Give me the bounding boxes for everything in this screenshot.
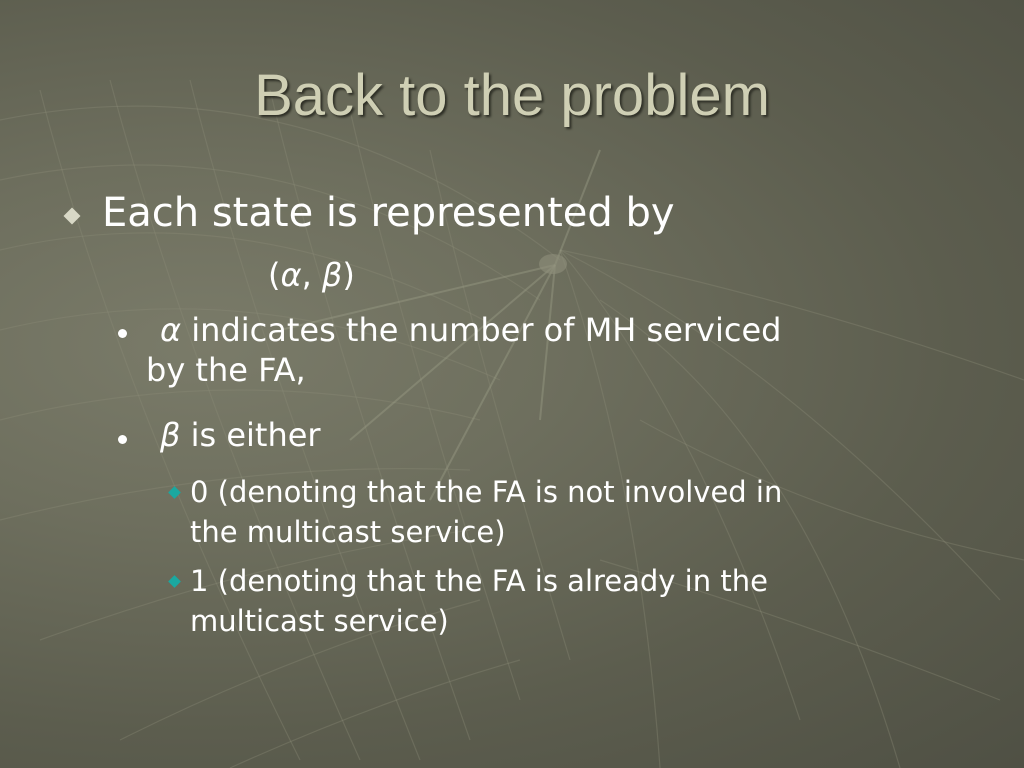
dot-bullet-icon xyxy=(118,435,127,444)
beta-option-0 xyxy=(190,472,782,552)
pair-alpha: α xyxy=(280,256,302,294)
state-pair xyxy=(268,256,355,294)
pair-open-paren: ( xyxy=(268,256,281,294)
beta-symbol: β xyxy=(160,416,181,454)
pair-close-paren: ) xyxy=(342,256,355,294)
bullet-state-representation: Each state is represented by xyxy=(102,190,675,236)
beta-option-1-line1: 1 (denoting that the FA is already in the xyxy=(190,564,768,598)
beta-option-0-line2: the multicast service) xyxy=(190,515,506,549)
teal-diamond-bullet-icon xyxy=(168,575,181,588)
diamond-bullet-icon xyxy=(64,208,81,225)
teal-diamond-bullet-icon xyxy=(168,486,181,499)
alpha-symbol: α xyxy=(160,311,182,349)
pair-comma: , xyxy=(301,256,322,294)
pair-beta: β xyxy=(321,256,343,294)
alpha-definition-line1 xyxy=(146,310,781,350)
dot-bullet-icon xyxy=(118,329,127,338)
beta-definition xyxy=(146,416,321,454)
beta-option-0-line1: 0 (denoting that the FA is not involved in xyxy=(190,475,783,509)
beta-text: is either xyxy=(180,416,321,454)
beta-option-1-line2: multicast service) xyxy=(190,604,449,638)
alpha-definition xyxy=(146,310,781,390)
alpha-text: indicates the number of MH serviced xyxy=(181,311,782,349)
beta-option-1 xyxy=(190,561,768,641)
slide-title: Back to the problem xyxy=(254,63,770,128)
alpha-definition-line2: by the FA, xyxy=(146,351,306,389)
